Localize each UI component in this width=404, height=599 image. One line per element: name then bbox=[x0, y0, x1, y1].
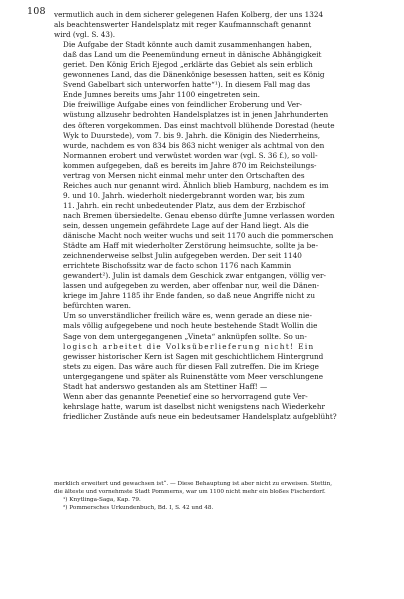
text-line: stets zu eigen. Das wäre auch für diesen Fall zutreffen. Die im Kriege bbox=[63, 361, 319, 371]
text-line: 9. und 10. Jahrh. wiederholt niedergebrannt worden war, bis zum bbox=[63, 190, 305, 200]
footnote-1: ¹) Knytlinga-Saga, Kap. 79. bbox=[63, 497, 141, 504]
text-line-emphasized: logisch arbeitet die Volksüberlieferung nicht! Ein bbox=[63, 341, 315, 351]
text-line: Wenn aber das genannte Peenetief eine so hervorragend gute Ver- bbox=[63, 391, 308, 401]
text-line: kommen aufgegeben, daß es bereits im Jahre 870 im Reichsteilungs- bbox=[63, 160, 317, 170]
text-line: Städte am Haff mit wiederholter Zerstörung heimsuchte, sollte ja be- bbox=[63, 241, 319, 251]
paragraph bbox=[54, 392, 380, 422]
text-line: befürchten waren. bbox=[63, 301, 131, 311]
paragraph bbox=[54, 311, 380, 391]
paragraph bbox=[54, 100, 380, 311]
text-line: kriege im Jahre 1185 ihr Ende fanden, so daß neue Angriffe nicht zu bbox=[63, 291, 315, 301]
paragraph bbox=[54, 10, 380, 40]
text-line: wurde, nachdem es von 834 bis 863 nicht weniger als achtmal von den bbox=[63, 140, 325, 150]
footnote-2: ²) Pommersches Urkundenbuch, Bd. I, S. 42 und 48. bbox=[63, 505, 214, 512]
text-line: dänische Macht noch weiter wuchs und seit 1170 auch die pommerschen bbox=[63, 231, 334, 241]
page-number: 108 bbox=[27, 6, 46, 17]
text-line: Reiches auch nur genannt wird. Ähnlich blieb Hamburg, nachdem es im bbox=[63, 180, 329, 190]
text-line: friedlicher Zustände aufs neue ein bedeutsamer Handelsplatz aufgeblüht? bbox=[63, 411, 337, 421]
text-line: des öfteren vorgekommen. Das einst machtvoll blühende Dorestad (heute bbox=[63, 120, 335, 130]
text-line: Um so unverständlicher freilich wäre es, wenn gerade an diese nie- bbox=[63, 311, 312, 321]
text-line: daß das Land um die Peenemündung erneut in dänische Abhängigkeit bbox=[63, 50, 322, 60]
text-line: kehrslage hatte, warum ist daselbst nicht wenigstens nach Wiederkehr bbox=[63, 401, 325, 411]
text-line: geriet. Den König Erich Ejegod „erklärte das Gebiet als sein erblich bbox=[63, 60, 313, 70]
text-line: Sage von dem untergegangenen „Vineta“ anknüpfen sollte. So un- bbox=[63, 331, 307, 341]
text-line: gewonnenes Land, das die Dänenkönige besessen hatten, seit es König bbox=[63, 70, 325, 80]
text-line: 11. Jahrh. ein recht unbedeutender Platz, aus dem der Erzbischof bbox=[63, 200, 305, 210]
paragraph bbox=[54, 40, 380, 100]
text-line: untergegangene und später als Ruinenstätte vom Meer verschlungene bbox=[63, 371, 324, 381]
text-line: zeichnenderweise selbst Julin aufgegeben werden. Der seit 1140 bbox=[63, 251, 302, 261]
text-line: sein, dessen ungemein gefährdete Lage auf der Hand liegt. Als die bbox=[63, 220, 309, 230]
text-line: errichtete Bischofssitz war de facto schon 1176 nach Kammin bbox=[63, 261, 292, 271]
text-line: wüstung allzusehr bedrohten Handelsplatzes ist in jenen Jahrhunderten bbox=[63, 110, 329, 120]
text-line: als beachtenswerter Handelsplatz mit reger Kaufmannschaft genannt bbox=[54, 20, 312, 30]
footnote-line: merklich erweitert und gewachsen ist“. — Diese Behauptung ist aber nicht zu erweisen. Stettin, bbox=[54, 481, 333, 487]
text-line: mals völlig aufgegebene und noch heute bestehende Stadt Wollin die bbox=[63, 321, 318, 331]
text-line: Stadt hat anderswo gestanden als am Stettiner Haff! — bbox=[63, 381, 268, 391]
text-line: gewisser historischer Kern ist Sagen mit geschichtlichem Hintergrund bbox=[63, 351, 324, 361]
text-line: wird (vgl. S. 43). bbox=[54, 30, 116, 40]
text-line: gewandert²). Julin ist damals dem Geschick zwar entgangen, völlig ver- bbox=[63, 271, 326, 281]
text-line: Svend Gabelbart sich unterworfen hatte“¹). In diesem Fall mag das bbox=[63, 80, 311, 90]
footnotes bbox=[54, 480, 380, 512]
text-line: Die freiwillige Aufgabe eines von feindlicher Eroberung und Ver- bbox=[63, 100, 302, 110]
text-line: lassen und aufgegeben zu werden, aber offenbar nur, weil die Dänen- bbox=[63, 281, 320, 291]
text-line: Die Aufgabe der Stadt könnte auch damit zusammenhangen haben, bbox=[63, 40, 312, 50]
text-line: Ende Jumnes bereits ums Jahr 1100 eingetreten sein. bbox=[63, 90, 260, 100]
text-line: vermutlich auch in dem sicherer gelegenen Hafen Kolberg, der uns 1324 bbox=[54, 10, 324, 19]
text-line: nach Bremen übersiedelte. Genau ebenso dürfte Jumne verlassen worden bbox=[63, 210, 335, 220]
footnote-line: die älteste und vornehmste Stadt Pommerns, war um 1100 nicht mehr ein bloßes Fischerdorf. bbox=[54, 489, 326, 496]
text-line: Wyk to Duurstede), vom 7. bis 9. Jahrh. die Königin des Niederrheins, bbox=[63, 130, 321, 140]
body-text bbox=[54, 10, 380, 422]
text-line: vertrag von Mersen nicht einmal mehr unter den Ortschaften des bbox=[63, 170, 305, 180]
text-line: Normannen erobert und verwüstet worden war (vgl. S. 36 f.), so voll- bbox=[63, 150, 318, 160]
